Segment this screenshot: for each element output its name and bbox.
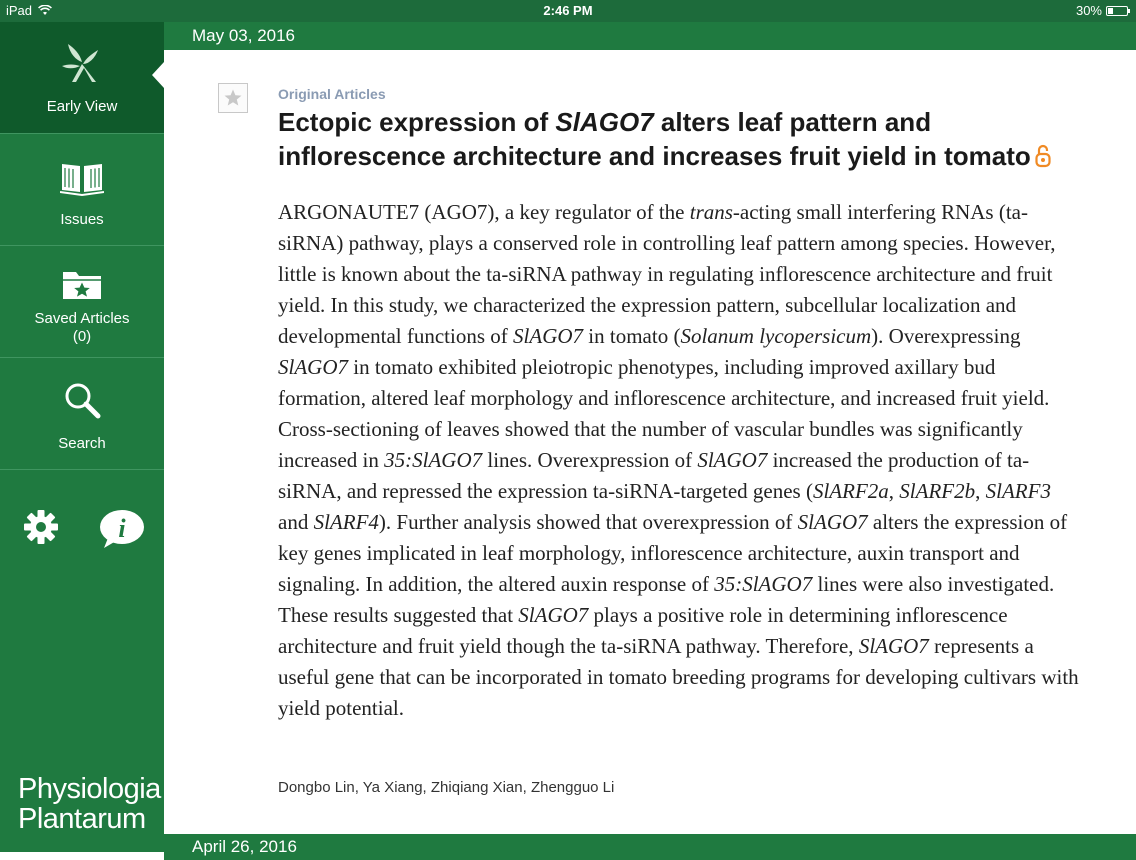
sidebar-item-early-view[interactable] — [0, 22, 164, 134]
battery-icon — [1106, 6, 1128, 16]
search-icon — [62, 380, 102, 420]
journal-brand — [18, 774, 161, 834]
article-category: Original Articles — [278, 86, 386, 102]
sidebar-item-label: Search — [58, 435, 106, 452]
info-icon[interactable] — [98, 508, 146, 550]
sidebar-item-label: Early View — [46, 98, 118, 115]
sidebar-item-label: Saved Articles — [34, 310, 130, 327]
sidebar-item-issues[interactable] — [0, 134, 164, 246]
title-text: Ectopic expression of — [278, 107, 556, 137]
favorite-button[interactable] — [218, 83, 248, 113]
sidebar-item-saved-articles[interactable] — [0, 246, 164, 358]
sidebar — [0, 22, 164, 852]
star-icon — [223, 88, 243, 108]
date-header: May 03, 2016 — [164, 22, 1136, 50]
article-authors: Dongbo Lin, Ya Xiang, Zhiqiang Xian, Zhengguo Li — [278, 779, 615, 796]
gear-icon[interactable] — [22, 508, 60, 546]
sidebar-item-search[interactable] — [0, 358, 164, 470]
status-bar — [0, 0, 1136, 22]
book-icon — [60, 160, 104, 196]
title-gene: SlAGO7 — [555, 107, 654, 137]
article-abstract: ARGONAUTE7 (AGO7), a key regulator of the trans-acting small interfering RNAs (ta-siRNA) pathway, plays a conserved role in controlling leaf pattern among species. However, little is known about the ta-siRNA pathway in regulating inflorescence architecture and fruit yield. In this study, we characterized the expression pattern, subcellular localization and developmental functions of SlAGO7 in tomato (Solanum lycopersicum). Overexpressing SlAGO7 in tomato exhibited pleiotropic phenotypes, including improved axillary bud formation, altered leaf morphology and inflorescence architecture, and increased fruit yield. Cross-sectioning of leaves showed that the number of vascular bundles was significantly increased in 35:SlAGO7 lines. Overexpression of SlAGO7 increased the production of ta-siRNA, and repressed the expression ta-siRNA-targeted genes (SlARF2a, SlARF2b, SlARF3 and SlARF4). Further analysis showed that overexpression of SlAGO7 alters the expression of key genes implicated in leaf morphology, inflorescence architecture, auxin transport and signaling. In addition, the altered auxin response of 35:SlAGO7 lines were also investigated. These results suggested that SlAGO7 plays a positive role in determining inflorescence architecture and fruit yield though the ta-siRNA pathway. Therefore, SlAGO7 represents a useful gene that can be incorporated in tomato breeding programs for developing cultivars with yield potential. — [278, 200, 1079, 720]
saved-count: (0) — [72, 328, 92, 345]
early-view-logo-icon — [58, 40, 106, 86]
title-text: alters leaf pattern and inflorescence architecture and increases fruit yield in tomato — [278, 107, 1031, 171]
brand-line-2: Plantarum — [18, 803, 146, 835]
clock: 2:46 PM — [543, 3, 593, 18]
battery-percent: 30% — [1075, 3, 1102, 18]
article-card[interactable] — [164, 50, 1136, 834]
svg-text:i: i — [118, 514, 126, 543]
date-header-next: April 26, 2016 — [164, 834, 1136, 860]
folder-star-icon — [60, 266, 104, 302]
active-indicator — [152, 62, 164, 88]
device-name: iPad — [6, 3, 33, 18]
brand-line-1: Physiologia — [18, 773, 161, 805]
sidebar-item-label: Issues — [60, 211, 104, 228]
article-title[interactable] — [278, 105, 1098, 173]
open-lock-icon — [1035, 144, 1051, 168]
